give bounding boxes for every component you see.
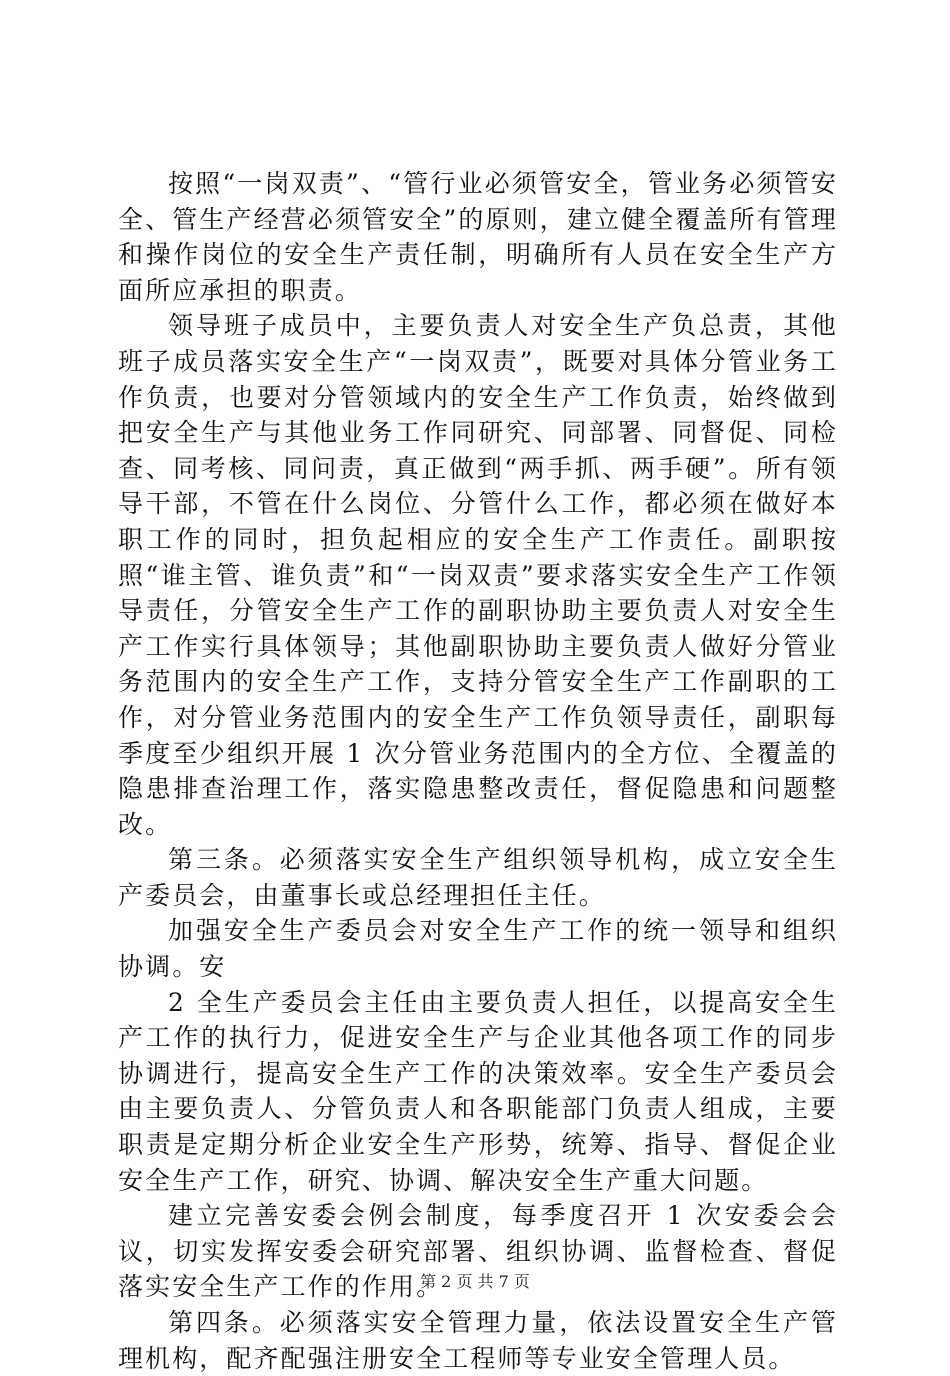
paragraph-leadership-duties: 领导班子成员中，主要负责人对安全生产负总责，其他班子成员落实安全生产“一岗双责”，既要对具体分管业务工作负责，也要对分管领域内的安全生产工作负责，始终做到把安全生产与其他业务工作同研究、同部署、同督促、同检查、同考核、同问责，真正做到“两手抓、两手硬”。所有领导干部，不管在什么岗位、分管什么工作，都必须在做好本职工作的同时，担负起相应的安全生产工作责任。副职按照“谁主管、谁负责”和“一岗双责”要求落实安全生产工作领导责任，分管安全生产工作的副职协助主要负责人对安全生产工作实行具体领导；其他副职协助主要负责人做好分管业务范围内的安全生产工作，支持分管安全生产工作副职的工作，对分管业务范围内的安全生产工作负领导责任，副职每季度至少组织开展 1 次分管业务范围内的全方位、全覆盖的隐患排查治理工作，落实隐患整改责任，督促隐患和问题整改。 bbox=[118, 311, 838, 839]
page-number-footer: 第 2 页 共 7 页 bbox=[420, 1272, 530, 1291]
paragraph-responsibility-principle: 按照“一岗双责”、“管行业必须管安全，管业务必须管安全、管生产经营必须管安全”的原则，建立健全覆盖所有管理和操作岗位的安全生产责任制，明确所有人员在安全生产方面所应承担的职责。 bbox=[118, 169, 838, 305]
paragraph-meeting-system: 建立完善安委会例会制度，每季度召开 1 次安委会会议，切实发挥安委会研究部署、组织协调、监督检查、督促落实安全生产工作的作用。 bbox=[118, 1201, 838, 1302]
paragraph-article-three: 第三条。必须落实安全生产组织领导机构，成立安全生产委员会，由董事长或总经理担任主任。 bbox=[118, 845, 838, 910]
document-body bbox=[118, 166, 838, 1376]
paragraph-article-four: 第四条。必须落实安全管理力量，依法设置安全生产管理机构，配齐配强注册安全工程师等专业安全管理人员。 bbox=[118, 1308, 838, 1373]
paragraph-committee-leadership: 加强安全生产委员会对安全生产工作的统一领导和组织协调。安 bbox=[118, 916, 838, 982]
paragraph-committee-director: 2 全生产委员会主任由主要负责人担任，以提高安全生产工作的执行力，促进安全生产与企业其他各项工作的同步协调进行，提高安全生产工作的决策效率。安全生产委员会由主要负责人、分管负责人和各职能部门负责人组成，主要职责是定期分析企业安全生产形势，统筹、指导、督促企业安全生产工作，研究、协调、解决安全生产重大问题。 bbox=[118, 987, 838, 1195]
